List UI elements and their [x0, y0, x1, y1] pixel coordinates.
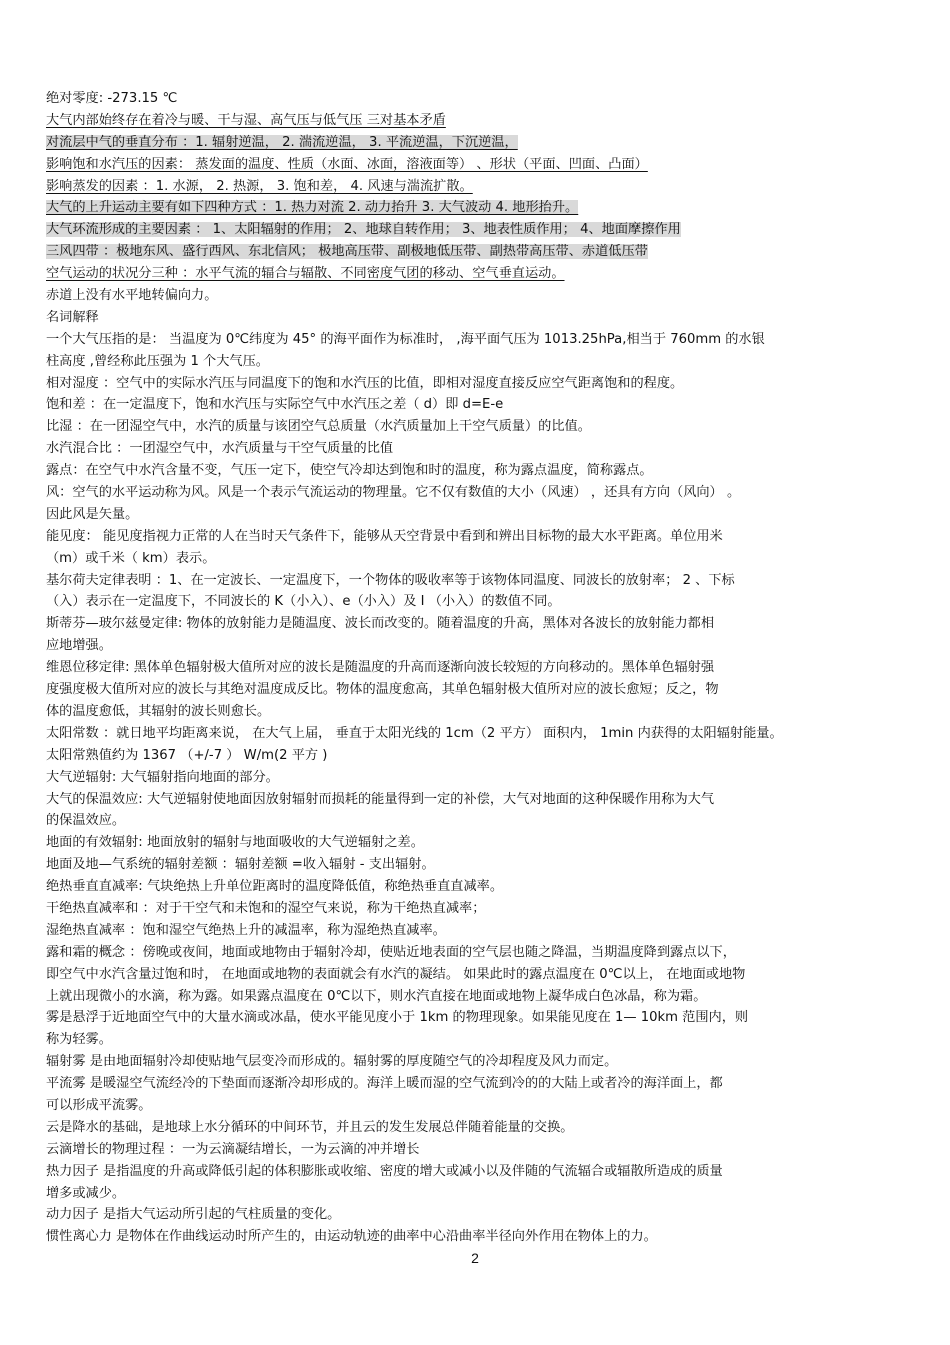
text-line: 太阳常熟值约为 1367 （+/-7 ） W/m(2 平方 ): [46, 747, 328, 763]
text-line: 云是降水的基础，是地球上水分循环的中间环节，并且云的发生发展总伴随着能量的交换。: [46, 1119, 574, 1135]
text-line: 体的温度愈低，其辐射的波长则愈长。: [46, 703, 271, 719]
text-line: 动力因子 是指大气运动所引起的气柱质量的变化。: [46, 1207, 341, 1223]
text-line: 因此风是矢量。: [46, 506, 139, 522]
text-line: 相对湿度 ：空气中的实际水汽压与同温度下的饱和水汽压的比值，即相对湿度直接反应空气距离饱和的程度。: [46, 375, 684, 391]
text-line: 雾是悬浮于近地面空气中的大量水滴或冰晶，使水平能见度小于 1km 的物理现象。如果能见度在 1— 10km 范围内，则: [46, 1010, 749, 1026]
text-line: 湿绝热直减率 ：饱和湿空气绝热上升的减温率，称为湿绝热直减率。: [46, 922, 446, 938]
text-line: 惯性离心力 是物体在作曲线运动时所产生的，由运动轨迹的曲率中心沿曲率半径向外作用在物体上的力。: [46, 1229, 657, 1245]
text-line: 云滴增长的物理过程 ：一为云滴凝结增长，一为云滴的冲并增长: [46, 1141, 420, 1157]
text-line: 基尔荷夫定律表明 ：1、在一定波长、一定温度下，一个物体的吸收率等于该物体同温度、同波长的放射率； 2 、下标: [46, 572, 735, 588]
text-line: 能见度： 能见度指视力正常的人在当时天气条件下，能够从天空背景中看到和辨出目标物的最大水平距离。单位用米: [46, 528, 723, 544]
text-line: 比湿 ：在一团湿空气中，水汽的质量与该团空气总质量（水汽质量加上干空气质量）的比值。: [46, 419, 591, 435]
text-line: 水汽混合比 ：一团湿空气中，水汽质量与干空气质量的比值: [46, 441, 394, 457]
text-line: 增多或减少。: [46, 1185, 126, 1201]
text-line: 上就出现微小的水滴，称为露。如果露点温度在 0℃以下，则水汽直接在地面或地物上凝华成白色冰晶，称为霜。: [46, 988, 707, 1004]
text-line: 露和霜的概念 ：傍晚或夜间，地面或地物由于辐射冷却，使贴近地表面的空气层也随之降温，当期温度降到露点以下，: [46, 944, 736, 960]
text-line: 可以形成平流雾。: [46, 1097, 152, 1113]
text-line: 应地增强。: [46, 638, 112, 654]
text-line: 大气逆辐射: 大气辐射指向地面的部分。: [46, 769, 279, 785]
text-line: 绝热垂直直减率: 气块绝热上升单位距离时的温度降低值，称绝热垂直直减率。: [46, 879, 504, 895]
highlighted-line: 三风四带 ：极地东风、盛行西风、东北信风； 极地高压带、副极地低压带、副热带高压带、赤道低压带: [46, 244, 648, 260]
text-line: 称为轻雾。: [46, 1032, 112, 1048]
text-line: 赤道上没有水平地转偏向力。: [46, 288, 218, 304]
text-line: 太阳常数 ：就日地平均距离来说， 在大气上届， 垂直于太阳光线的 1cm（2 平方） 面积内， 1min 内获得的太阳辐射能量。: [46, 725, 783, 741]
text-line: 的保温效应。: [46, 813, 126, 829]
text-line: （入）表示在一定温度下，不同波长的 K（小入）、e（小入）及 I （小入）的数值不同。: [46, 594, 561, 610]
text-body: [46, 88, 906, 1270]
text-line: 大气内部始终存在着冷与暖、干与湿、高气压与低气压 三对基本矛盾: [46, 112, 446, 128]
text-line: 辐射雾 是由地面辐射冷却使贴地气层变冷而形成的。辐射雾的厚度随空气的冷却程度及风力而定。: [46, 1054, 618, 1070]
section-heading: 名词解释: [46, 309, 99, 325]
page-number: 2: [471, 1250, 479, 1266]
text-line: 地面及地—气系统的辐射差额 ：辐射差额 =收入辐射 - 支出辐射。: [46, 857, 435, 873]
text-line: 柱高度 ,曾经称此压强为 1 个大气压。: [46, 353, 269, 369]
text-line: 风：空气的水平运动称为风。风是一个表示气流运动的物理量。它不仅有数值的大小（风速） ，还具有方向（风向） 。: [46, 485, 741, 501]
text-line: 斯蒂芬—玻尔兹曼定律: 物体的放射能力是随温度、波长而改变的。随着温度的升高，黑体对各波长的放射能力都相: [46, 616, 715, 632]
text-line: 维恩位移定律: 黑体单色辐射极大值所对应的波长是随温度的升高而逐渐向波长较短的方向移动的。黑体单色辐射强: [46, 660, 715, 676]
highlighted-line: 大气的上升运动主要有如下四种方式 ：1. 热力对流 2. 动力抬升 3. 大气波动 4. 地形抬升。: [46, 200, 579, 216]
text-line: 饱和差 ：在一定温度下，饱和水汽压与实际空气中水汽压之差（ d）即 d=E-e: [46, 397, 504, 413]
text-line: 影响饱和水汽压的因素： 蒸发面的温度、性质（水面、冰面，溶液面等） 、形状（平面、凹面、凸面）: [46, 156, 648, 172]
text-line: 即空气中水汽含量过饱和时， 在地面或地物的表面就会有水汽的凝结。 如果此时的露点温度在 0℃以上， 在地面或地物: [46, 966, 746, 982]
text-line: 影响蒸发的因素 ：1. 水源， 2. 热源， 3. 饱和差， 4. 风速与湍流扩散。: [46, 178, 473, 194]
text-line: 热力因子 是指温度的升高或降低引起的体积膨胀或收缩、密度的增大或减小以及伴随的气流辐合或辐散所造成的质量: [46, 1163, 723, 1179]
text-line: 露点：在空气中水汽含量不变，气压一定下，使空气冷却达到饱和时的温度，称为露点温度，简称露点。: [46, 463, 653, 479]
text-line: 大气的保温效应: 大气逆辐射使地面因放射辐射而损耗的能量得到一定的补偿，大气对地面的这种保暖作用称为大气: [46, 791, 715, 807]
text-line: 绝对零度: -273.15 ℃: [46, 91, 178, 106]
text-line: 一个大气压指的是： 当温度为 0℃纬度为 45° 的海平面作为标准时， ,海平面气压为 1013.25hPa,相当于 760mm 的水银: [46, 331, 765, 347]
text-line: 地面的有效辐射: 地面放射的辐射与地面吸收的大气逆辐射之差。: [46, 835, 424, 851]
text-line: 度强度极大值所对应的波长与其绝对温度成反比。物体的温度愈高，其单色辐射极大值所对应的波长愈短；反之，物: [46, 682, 719, 698]
text-line: 平流雾 是暖湿空气流经冷的下垫面而逐渐冷却形成的。海洋上暖而湿的空气流到冷的的大陆上或者冷的海洋面上，都: [46, 1076, 723, 1092]
text-line: （m）或千米（ km）表示。: [46, 550, 216, 566]
highlighted-line: 对流层中气的垂直分布 ：1. 辐射逆温， 2. 湍流逆温， 3. 平流逆温，下沉逆温，: [46, 134, 518, 150]
text-line: 空气运动的状况分三种 ：水平气流的辐合与辐散、不同密度气团的移动、空气垂直运动。: [46, 266, 565, 282]
text-line: 干绝热直减率和 ：对于干空气和未饱和的湿空气来说，称为干绝热直减率；: [46, 900, 486, 916]
highlighted-line: 大气环流形成的主要因素 ： 1、太阳辐射的作用； 2、地球自转作用； 3、地表性质作用； 4、地面摩擦作用: [46, 222, 681, 238]
